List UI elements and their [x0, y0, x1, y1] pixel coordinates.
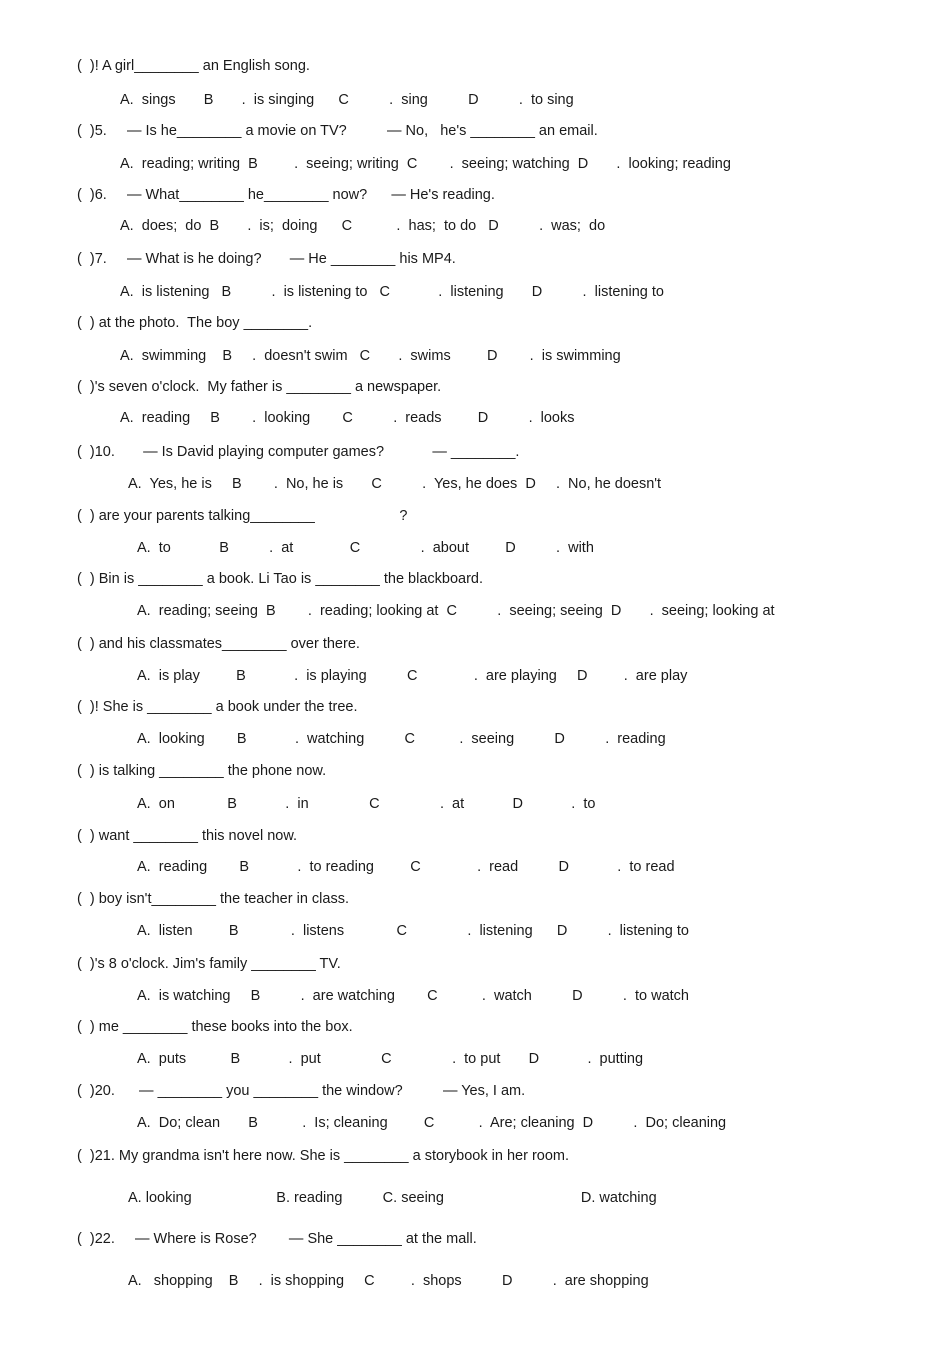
question-line: ( ) Bin is ________ a book. Li Tao is ________ the blackboard.: [77, 571, 484, 587]
question-line: ( )10. — Is David playing computer games? — ________.: [77, 444, 520, 460]
question-line: ( ) and his classmates________ over there.: [77, 636, 360, 652]
options-line: A. reading; writing B . seeing; writing C . seeing; watching D . looking; reading: [120, 156, 731, 172]
question-line: ( ) are your parents talking________ ?: [77, 508, 408, 524]
options-line: A. to B . at C . about D . with: [137, 540, 594, 556]
options-line: A. reading; seeing B . reading; looking at C . seeing; seeing D . seeing; looking at: [137, 603, 775, 619]
question-line: ( )20. — ________ you ________ the window? — Yes, I am.: [77, 1083, 526, 1099]
question-line: ( )6. — What________ he________ now? — He's reading.: [77, 187, 495, 203]
options-line: A. looking B. reading C. seeing D. watching: [128, 1190, 657, 1206]
options-line: A. Do; clean B . Is; cleaning C . Are; cleaning D . Do; cleaning: [137, 1115, 727, 1131]
options-line: A. reading B . looking C . reads D . looks: [120, 410, 575, 426]
question-line: ( ) boy isn't________ the teacher in class.: [77, 891, 349, 907]
options-line: A. does; do B . is; doing C . has; to do D . was; do: [120, 218, 606, 234]
question-line: ( ) want ________ this novel now.: [77, 828, 298, 844]
question-line: ( )5. — Is he________ a movie on TV? — No, he's ________ an email.: [77, 123, 598, 139]
question-line: ( )! A girl________ an English song.: [77, 58, 310, 74]
options-line: A. reading B . to reading C . read D . to read: [137, 859, 675, 875]
options-line: A. is watching B . are watching C . watch D . to watch: [137, 988, 689, 1004]
question-line: ( )'s 8 o'clock. Jim's family ________ TV.: [77, 956, 341, 972]
question-line: ( ) at the photo. The boy ________.: [77, 315, 313, 331]
question-line: ( )21. My grandma isn't here now. She is ________ a storybook in her room.: [77, 1148, 570, 1164]
options-line: A. on B . in C . at D . to: [137, 796, 596, 812]
options-line: A. sings B . is singing C . sing D . to sing: [120, 92, 574, 108]
options-line: A. is play B . is playing C . are playing D . are play: [137, 668, 688, 684]
options-line: A. Yes, he is B . No, he is C . Yes, he does D . No, he doesn't: [128, 476, 662, 492]
question-line: ( ) is talking ________ the phone now.: [77, 763, 327, 779]
question-line: ( ) me ________ these books into the box.: [77, 1019, 353, 1035]
options-line: A. puts B . put C . to put D . putting: [137, 1051, 644, 1067]
options-line: A. listen B . listens C . listening D . listening to: [137, 923, 689, 939]
question-line: ( )7. — What is he doing? — He ________ his MP4.: [77, 251, 456, 267]
question-line: ( )'s seven o'clock. My father is ________ a newspaper.: [77, 379, 442, 395]
question-line: ( )! She is ________ a book under the tree.: [77, 699, 358, 715]
options-line: A. looking B . watching C . seeing D . reading: [137, 731, 666, 747]
options-line: A. swimming B . doesn't swim C . swims D . is swimming: [120, 348, 621, 364]
options-line: A. is listening B . is listening to C . listening D . listening to: [120, 284, 664, 300]
options-line: A. shopping B . is shopping C . shops D . are shopping: [128, 1273, 649, 1289]
question-line: ( )22. — Where is Rose? — She ________ at the mall.: [77, 1231, 477, 1247]
